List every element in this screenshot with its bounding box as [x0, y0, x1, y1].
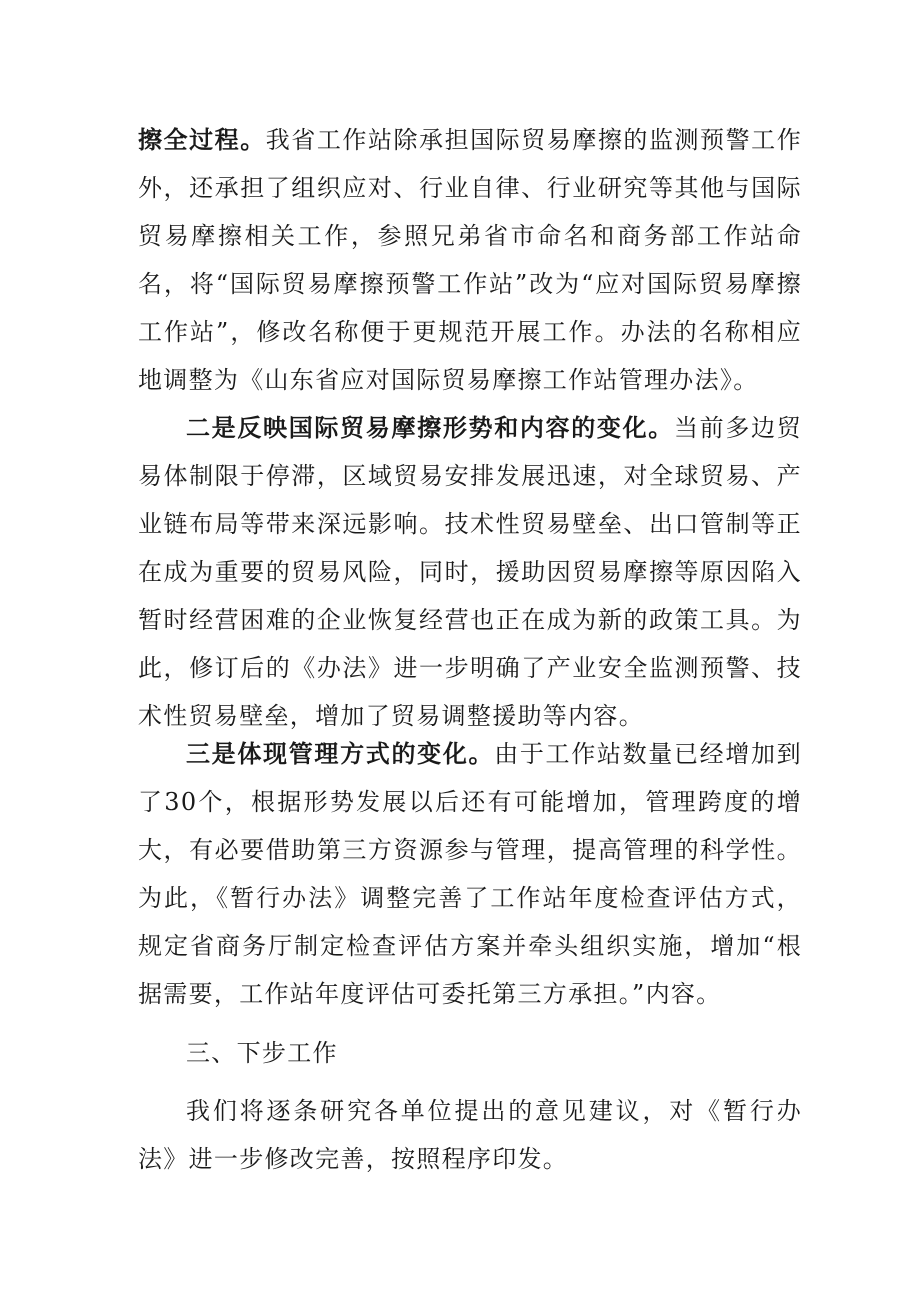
- paragraph-situation-change: [138, 404, 802, 740]
- paragraph-management-change: [138, 730, 802, 1018]
- paragraph-name-change: [138, 116, 802, 404]
- paragraph-lead: 三是体现管理方式的变化。: [186, 740, 495, 768]
- paragraph-lead: 二是反映国际贸易摩擦形势和内容的变化。: [186, 414, 674, 442]
- paragraph-body: 当前多边贸易体制限于停滞，区域贸易安排发展迅速，对全球贸易、产业链布局等带来深远影响。技术性贸易壁垒、出口管制等正在成为重要的贸易风险，同时，援助因贸易摩擦等原因陷入暂时经营困难的企业恢复经营也正在成为新的政策工具。为此，修订后的《办法》进一步明确了产业安全监测预警、技术性贸易壁垒，增加了贸易调整援助等内容。: [138, 414, 802, 730]
- section-heading: 三、下步工作: [186, 1039, 338, 1067]
- paragraph-closing: 我们将逐条研究各单位提出的意见建议，对《暂行办法》进一步修改完善，按照程序印发。: [138, 1097, 802, 1173]
- paragraph-lead: 擦全过程。: [138, 126, 266, 154]
- paragraph-body: 我省工作站除承担国际贸易摩擦的监测预警工作外，还承担了组织应对、行业自律、行业研究等其他与国际贸易摩擦相关工作，参照兄弟省市命名和商务部工作站命名，将“国际贸易摩擦预警工作站”改为“应对国际贸易摩擦工作站”，修改名称便于更规范开展工作。办法的名称相应地调整为《山东省应对国际贸易摩擦工作站管理办法》。: [138, 126, 802, 394]
- paragraph-body: 由于工作站数量已经增加到了30个，根据形势发展以后还有可能增加，管理跨度的增大，有必要借助第三方资源参与管理，提高管理的科学性。为此，《暂行办法》调整完善了工作站年度检查评估方式，规定省商务厅制定检查评估方案并牵头组织实施，增加“根据需要，工作站年度评估可委托第三方承担。”内容。: [138, 740, 802, 1008]
